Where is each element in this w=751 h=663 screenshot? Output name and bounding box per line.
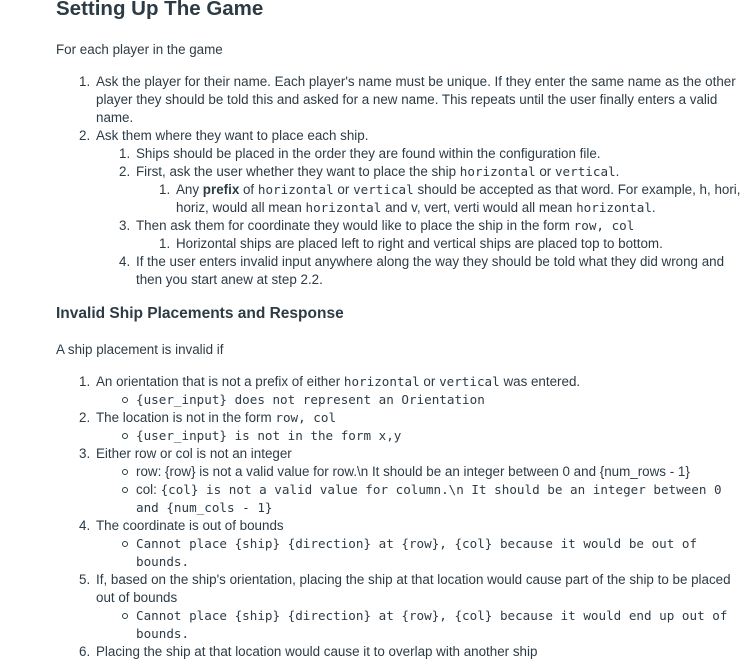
invalid-intro: A ship placement is invalid if	[56, 342, 224, 357]
invalid-rule-4: 4. The coordinate is out of bounds	[79, 518, 284, 533]
setup-substeps	[56, 145, 751, 181]
setup-step-2: 2. Ask them where they want to place each ship.	[79, 128, 369, 143]
setup-substep-2: 2. First, ask the user whether they want to place the ship horizontal or vertical.	[119, 164, 620, 179]
prefix-rule: 1. Any prefix of horizontal or vertical should be accepted as that word. For example, h, hori, horiz, would all mean horizontal and v, vert, verti would all mean horizontal.	[159, 182, 741, 215]
setup-substep-3: 3. Then ask them for coordinate they would like to place the ship in the form row, col	[119, 218, 635, 233]
invalid-rule-1: 1. An orientation that is not a prefix of either horizontal or vertical was entered.	[79, 374, 581, 389]
setup-steps	[56, 73, 751, 145]
invalid-rule-3: 3. Either row or col is not an integer	[79, 446, 292, 461]
invalid-rule-3-message-row: row: {row} is not a valid value for row.\n It should be an integer between 0 and {num_rows - 1}	[136, 463, 751, 481]
placement-direction-rule: 1. Horizontal ships are placed left to right and vertical ships are placed top to bottom.	[159, 236, 663, 251]
invalid-rule-2-message: {user_input} is not in the form x,y	[136, 427, 751, 445]
invalid-rule-4-message: Cannot place {ship} {direction} at {row}, {col} because it would be out of bounds.	[136, 535, 751, 571]
setup-substep-4: 4. If the user enters invalid input anywhere along the way they should be told what they did wrong and then you start anew at step 2.2.	[119, 254, 725, 287]
setup-intro: For each player in the game	[56, 42, 223, 57]
invalid-rule-1-message: {user_input} does not represent an Orientation	[136, 391, 751, 409]
list-number: 1.	[79, 74, 91, 89]
invalid-rule-2: 2. The location is not in the form row, col	[79, 410, 337, 425]
invalid-rules	[56, 373, 751, 391]
list-number: 2.	[79, 128, 91, 143]
setup-substep-1: 1. Ships should be placed in the order they are found within the configuration file.	[119, 146, 601, 161]
invalid-rule-5-message: Cannot place {ship} {direction} at {row}, {col} because it would end up out of bounds.	[136, 607, 751, 643]
setup-step-1: 1. Ask the player for their name. Each player's name must be unique. If they enter the same name as the other player they should be told this and asked for a new name. This repeats until the user finally enters a valid name.	[79, 74, 736, 125]
setup-heading: Setting Up The Game	[56, 0, 264, 20]
setup-substep-2-details	[56, 181, 751, 217]
invalid-rule-6: 6. Placing the ship at that location would cause it to overlap with another ship	[79, 644, 538, 659]
invalid-rule-5: 5. If, based on the ship's orientation, placing the ship at that location would cause part of the ship to be placed out of bounds	[79, 572, 731, 605]
invalid-heading: Invalid Ship Placements and Response	[56, 305, 344, 322]
invalid-rule-3-message-col: col: {col} is not a valid value for column.\n It should be an integer between 0 and {num_cols - 1}	[136, 481, 751, 517]
